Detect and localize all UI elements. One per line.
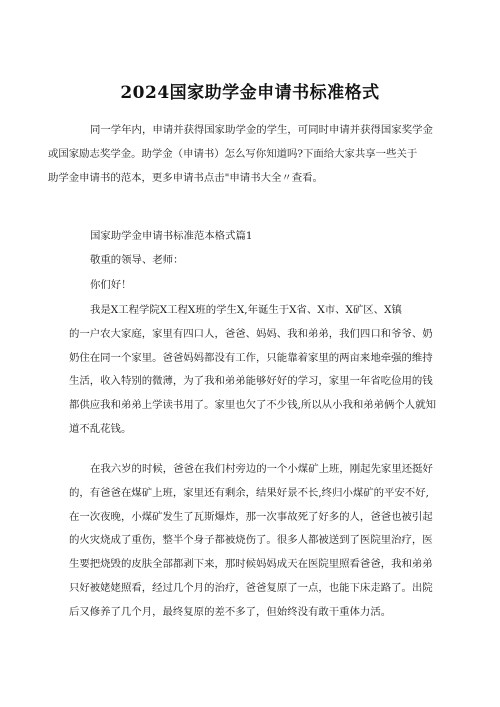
paragraph-line: 在一次夜晚，小煤矿发生了瓦斯爆炸，那一次事故死了好多的人，爸爸也被引起 — [69, 510, 433, 523]
section-heading: 国家助学金申请书标准范本格式篇1 — [90, 230, 253, 242]
paragraph-line: 的一户农大家庭，家里有四口人，爸爸、妈妈、我和弟弟，我们四口和爷爷、奶 — [69, 327, 433, 340]
paragraph-line: 后又修养了几个月，最终复原的差不多了，但始终没有敢干重体力活。 — [69, 605, 392, 618]
paragraph-line: 奶住在同一个家里。爸爸妈妈都没有工作，只能靠着家里的两亩来地牵强的维持 — [69, 351, 433, 364]
intro-line: 同一学年内，申请并获得国家助学金的学生，可同时申请并获得国家奖学金 — [90, 124, 433, 136]
paragraph-line: 只好被姥姥照看，经过几个月的治疗，爸爸复原了一点，也能下床走路了。出院 — [69, 581, 433, 594]
paragraph-line: 的火灾烧成了重伤，整半个身子都被烧伤了。很多人都被送到了医院里治疗，医 — [69, 534, 433, 547]
salutation: 敬重的领导、老师： — [90, 254, 184, 266]
paragraph-line: 道不乱花钱。 — [69, 422, 132, 435]
paragraph-line: 生活，收入特别的微薄，为了我和弟弟能够好好的学习，家里一年省吃俭用的钱 — [69, 375, 433, 388]
greeting: 你们好！ — [90, 279, 132, 291]
paragraph-line: 生要把烧毁的皮肤全部都剥下来，那时候妈妈成天在医院里照看爸爸，我和弟弟 — [69, 558, 433, 571]
paragraph-2 — [69, 458, 433, 625]
paragraph-line: 的，有爸爸在煤矿上班，家里还有剩余，结果好景不长,终归小煤矿的平安不好, — [69, 486, 429, 499]
paragraph-1 — [69, 299, 436, 442]
paragraph-line: 在我六岁的时候，爸爸在我们村旁边的一个小煤矿上班，刚起先家里还挺好 — [90, 463, 433, 475]
paragraph-line: 我是X工程学院X工程X班的学生X,年诞生于X省、X市、X矿区、X镇 — [90, 304, 402, 316]
document-title: 2024国家助学金申请书标准格式 — [120, 83, 380, 103]
paragraph-line: 都供应我和弟弟上学读书用了。家里也欠了不少钱,所以从小我和弟弟俩个人就知 — [69, 399, 436, 412]
intro-paragraph — [48, 119, 433, 190]
intro-line: 或国家励志奖学金。助学金（申请书）怎么写你知道吗?下面给大家共享一些关于 — [48, 147, 418, 160]
intro-line: 助学金申请书的范本，更多申请书点击"申请书大全〃查看。 — [48, 171, 323, 184]
